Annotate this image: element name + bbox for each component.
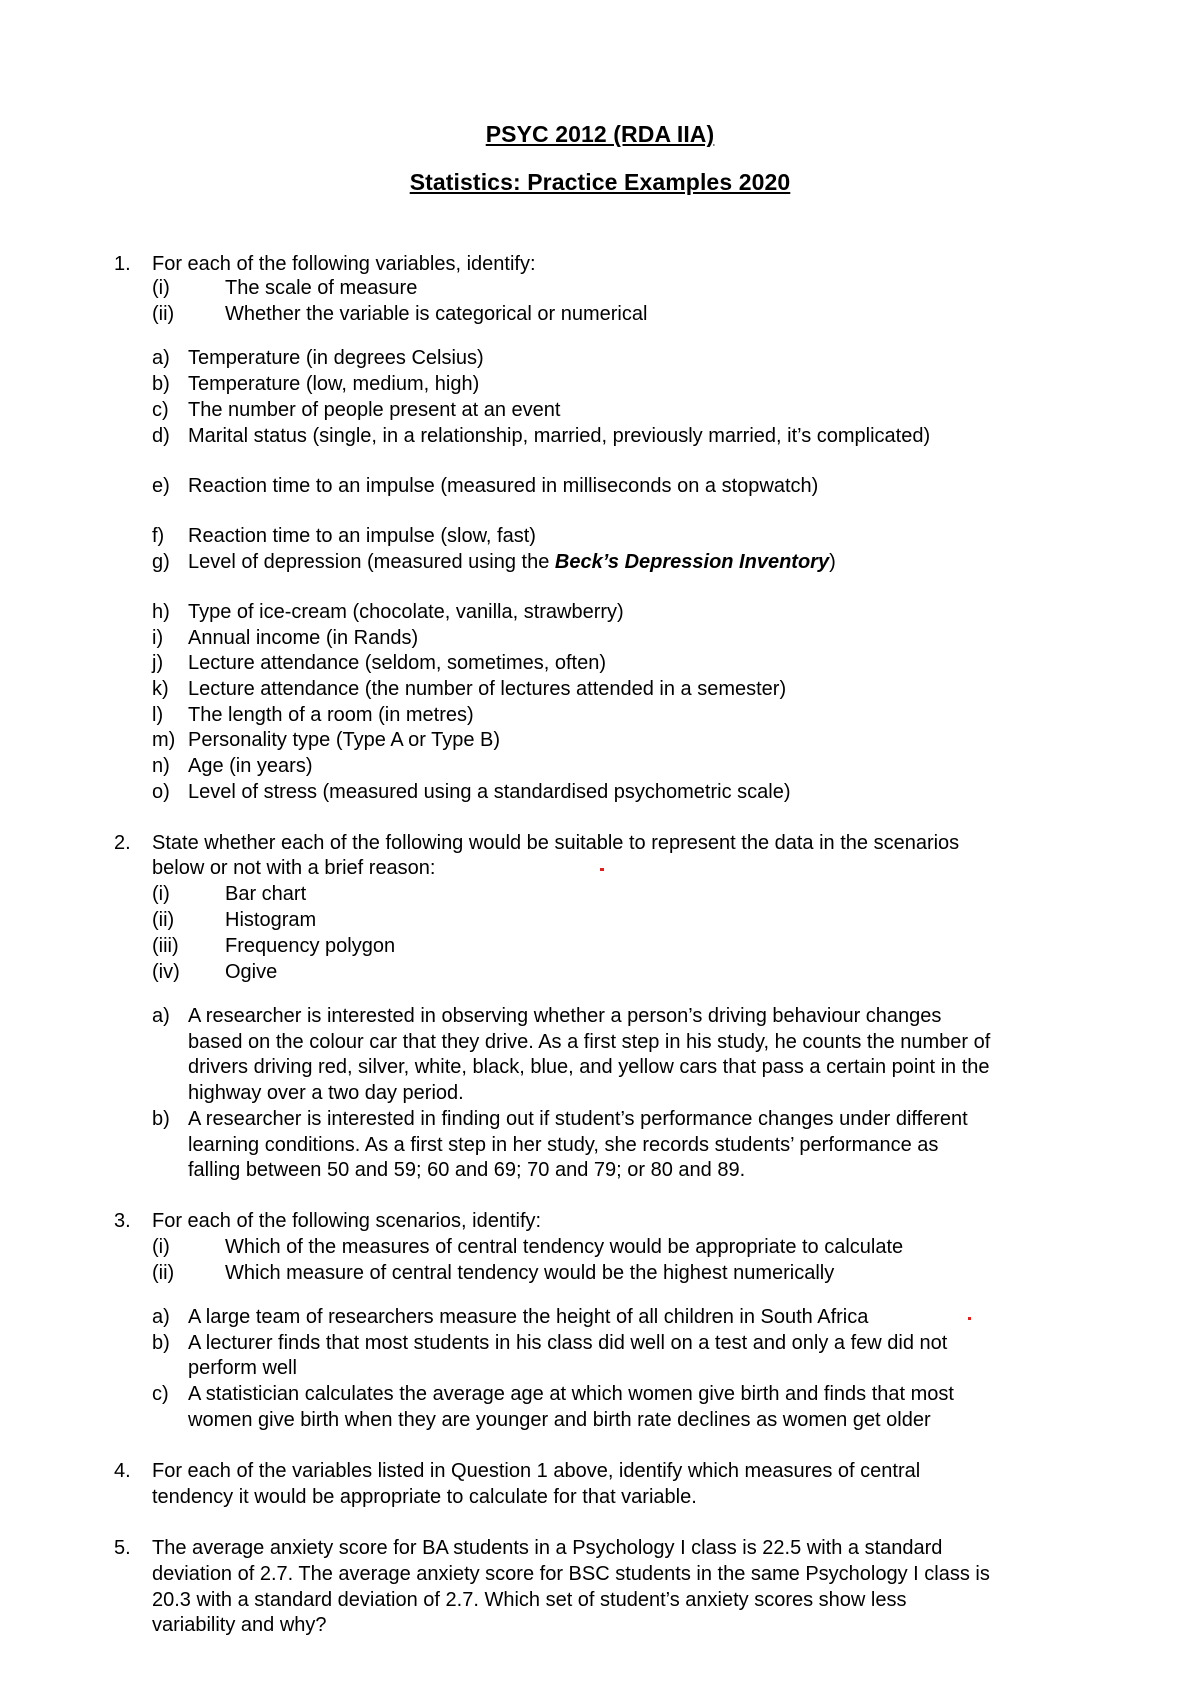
q2-prompt-line: below or not with a brief reason: [152, 857, 436, 879]
q1-item-text: Lecture attendance (the number of lectures attended in a semester) [188, 678, 787, 700]
q4-line: tendency it would be appropriate to calculate for that variable. [152, 1486, 697, 1508]
q3-criterion-label: (ii) [152, 1262, 175, 1284]
q1-item-text: The length of a room (in metres) [188, 704, 474, 726]
q1-number: 1. [114, 253, 131, 275]
q1-item-label: n) [152, 755, 170, 777]
q5-line: variability and why? [152, 1614, 327, 1636]
q3-scenario-line: perform well [188, 1357, 297, 1379]
course-title: PSYC 2012 (RDA IIA) [485, 121, 715, 147]
q1-item-text: Level of stress (measured using a standardised psychometric scale) [188, 781, 791, 803]
q1-criterion-label: (ii) [152, 303, 175, 325]
q1-item-label: f) [152, 525, 165, 547]
q1-item-text: Reaction time to an impulse (slow, fast) [188, 525, 536, 547]
q1-item-text: The number of people present at an event [188, 399, 561, 421]
q2-scenario-line: drivers driving red, silver, white, black, blue, and yellow cars that pass a certain point in the [188, 1056, 990, 1078]
q2-scenario-line: learning conditions. As a first step in her study, she records students’ performance as [188, 1134, 939, 1156]
q1-item-label: a) [152, 347, 170, 369]
q1-item-text: Lecture attendance (seldom, sometimes, often) [188, 652, 606, 674]
q5-line: deviation of 2.7. The average anxiety score for BSC students in the same Psychology I class is [152, 1563, 990, 1585]
red-annotation-mark [968, 1317, 971, 1320]
q2-option-label: (i) [152, 883, 170, 905]
q3-scenario-line: A statistician calculates the average age at which women give birth and finds that most [188, 1383, 954, 1405]
q1-item-label: g) [152, 551, 170, 573]
q1-criterion-text: Whether the variable is categorical or numerical [225, 303, 648, 325]
q2-scenario-line: A researcher is interested in finding out if student’s performance changes under different [188, 1108, 968, 1130]
q3-criterion-text: Which measure of central tendency would be the highest numerically [225, 1262, 835, 1284]
q2-scenario-line: highway over a two day period. [188, 1082, 464, 1104]
q3-number: 3. [114, 1210, 131, 1232]
q2-option-text: Frequency polygon [225, 935, 396, 957]
q1-item-label: l) [152, 704, 164, 726]
q2-scenario-line: based on the colour car that they drive. As a first step in his study, he counts the number of [188, 1031, 991, 1053]
q1-item-text: Temperature (low, medium, high) [188, 373, 480, 395]
q1-item-label: o) [152, 781, 170, 803]
q1-item-text-after: ) [829, 551, 836, 573]
document-subtitle: Statistics: Practice Examples 2020 [409, 169, 791, 195]
q1-item-text-before: Level of depression (measured using the [188, 551, 555, 573]
q4-number: 4. [114, 1460, 131, 1482]
q1-item-label: k) [152, 678, 169, 700]
inventory-title: Beck’s Depression Inventory [554, 551, 830, 573]
q2-option-label: (ii) [152, 909, 175, 931]
q3-scenario-label: c) [152, 1383, 169, 1405]
q1-item-text: Annual income (in Rands) [188, 627, 419, 649]
q3-scenario-label: b) [152, 1332, 170, 1354]
q3-criterion-label: (i) [152, 1236, 170, 1258]
q1-item-text: Marital status (single, in a relationship, married, previously married, it’s complicated) [188, 425, 931, 447]
q2-number: 2. [114, 832, 131, 854]
q1-item-label: c) [152, 399, 169, 421]
q1-prompt: For each of the following variables, identify: [152, 253, 536, 275]
q3-scenario-line: A lecturer finds that most students in his class did well on a test and only a few did not [188, 1332, 948, 1354]
q1-criterion-text: The scale of measure [225, 277, 418, 299]
red-annotation-mark [600, 868, 604, 871]
q2-scenario-line: falling between 50 and 59; 60 and 69; 70 and 79; or 80 and 89. [188, 1159, 746, 1181]
q2-scenario-line: A researcher is interested in observing whether a person’s driving behaviour changes [188, 1005, 942, 1027]
q5-line: The average anxiety score for BA students in a Psychology I class is 22.5 with a standard [152, 1537, 943, 1559]
q2-option-text: Ogive [225, 961, 278, 983]
q1-item-text: Temperature (in degrees Celsius) [188, 347, 484, 369]
q1-item-label: d) [152, 425, 170, 447]
q5-line: 20.3 with a standard deviation of 2.7. Which set of student’s anxiety scores show less [152, 1589, 907, 1611]
q3-criterion-text: Which of the measures of central tendency would be appropriate to calculate [225, 1236, 904, 1258]
q1-item-label: h) [152, 601, 170, 623]
q1-item-label: j) [152, 652, 164, 674]
q2-option-label: (iv) [152, 961, 180, 983]
q1-item-label: e) [152, 475, 170, 497]
q2-option-text: Histogram [225, 909, 317, 931]
q1-item-text [188, 550, 836, 575]
q3-scenario-line: A large team of researchers measure the height of all children in South Africa [188, 1306, 869, 1328]
q3-scenario-label: a) [152, 1306, 170, 1328]
q1-item-text: Age (in years) [188, 755, 313, 777]
q1-item-text: Reaction time to an impulse (measured in milliseconds on a stopwatch) [188, 475, 819, 497]
q1-criterion-label: (i) [152, 277, 170, 299]
q1-item-label: i) [152, 627, 164, 649]
q5-number: 5. [114, 1537, 131, 1559]
q1-item-label: m) [152, 729, 176, 751]
q2-prompt-line: State whether each of the following would be suitable to represent the data in the scenarios [152, 832, 960, 854]
q2-scenario-label: b) [152, 1108, 170, 1130]
q3-scenario-line: women give birth when they are younger and birth rate declines as women get older [188, 1409, 931, 1431]
q2-option-text: Bar chart [225, 883, 307, 905]
q3-prompt: For each of the following scenarios, identify: [152, 1210, 542, 1232]
q1-item-text: Type of ice-cream (chocolate, vanilla, strawberry) [188, 601, 624, 623]
q4-line: For each of the variables listed in Question 1 above, identify which measures of central [152, 1460, 921, 1482]
q1-item-label: b) [152, 373, 170, 395]
q2-option-label: (iii) [152, 935, 179, 957]
q2-scenario-label: a) [152, 1005, 170, 1027]
q1-item-text: Personality type (Type A or Type B) [188, 729, 501, 751]
